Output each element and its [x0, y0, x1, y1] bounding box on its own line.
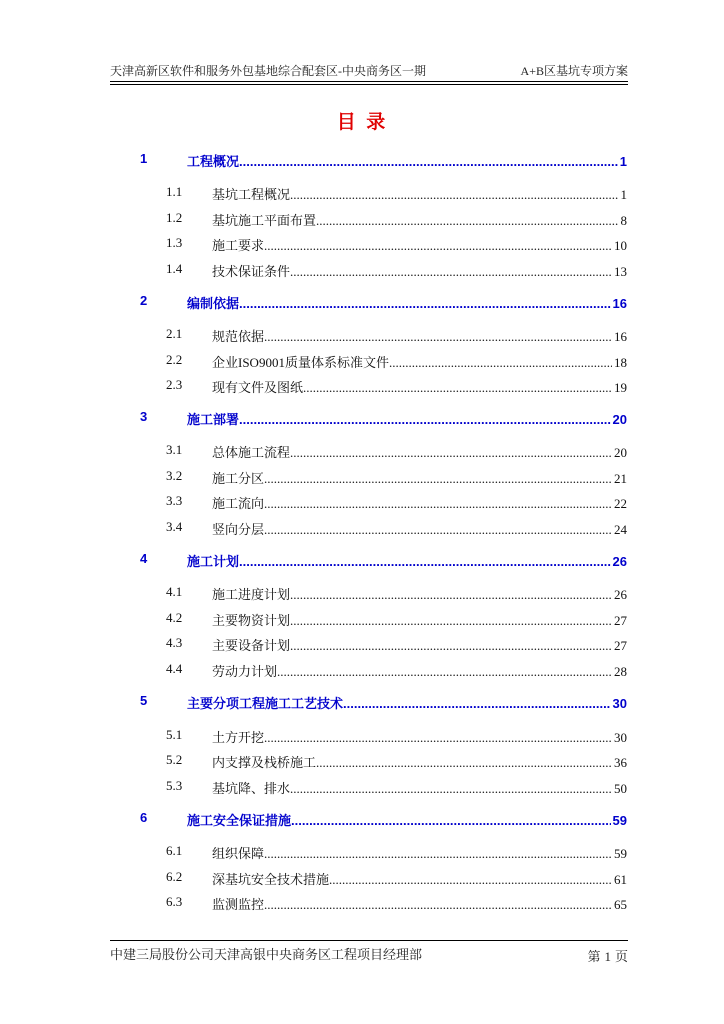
toc-entry-body [212, 261, 627, 280]
toc-entry-title: 土方开挖 [212, 730, 265, 745]
toc-section-entry[interactable] [166, 326, 627, 344]
toc-leader-dots [264, 846, 612, 862]
toc-entry-title: 施工流向 [212, 496, 265, 511]
toc-entry-body [212, 468, 627, 487]
toc-chapter-entry[interactable] [140, 293, 627, 311]
toc-section-entry[interactable] [166, 352, 627, 370]
toc-leader-dots [316, 755, 612, 771]
toc-entry-number: 5.2 [166, 752, 183, 767]
toc-entry-body [187, 810, 627, 829]
toc-entry-body [212, 610, 627, 629]
toc-entry-body [212, 493, 627, 512]
footer-page-label [587, 946, 628, 965]
toc-section-entry[interactable] [166, 377, 627, 395]
footer-page-number: 1 [604, 949, 611, 964]
toc-entry-title: 施工部署 [187, 412, 240, 427]
toc-section-entry[interactable] [166, 493, 627, 511]
toc-entry-page: 27 [614, 613, 627, 628]
toc-entry-body [212, 869, 627, 888]
footer-page-suffix: 页 [614, 949, 628, 964]
toc-entry-number: 5.3 [166, 778, 183, 793]
toc-entry-title: 施工进度计划 [212, 587, 291, 602]
toc-leader-dots [264, 496, 612, 512]
toc-entry-body [212, 326, 627, 345]
toc-leader-dots [290, 638, 612, 654]
toc-section-entry[interactable] [166, 184, 627, 202]
toc-entry-title: 基坑施工平面布置 [212, 213, 317, 228]
toc-entry-number: 4.2 [166, 610, 183, 625]
toc-entry-title: 监测监控 [212, 897, 265, 912]
toc-leader-dots [290, 264, 612, 280]
toc-entry-page: 1 [619, 154, 627, 169]
page-title: 目 录 [336, 111, 388, 133]
toc-entry-body [212, 661, 627, 680]
toc-chapter-entry[interactable] [140, 151, 627, 169]
toc-entry-title: 工程概况 [187, 154, 240, 169]
toc-chapter-entry[interactable] [140, 551, 627, 569]
toc-section-entry[interactable] [166, 210, 627, 228]
toc-entry-page: 28 [614, 664, 627, 679]
toc-leader-dots [290, 613, 612, 629]
toc-leader-dots [329, 872, 612, 888]
toc-leader-dots [290, 445, 612, 461]
toc-entry-number: 1.4 [166, 261, 183, 276]
toc-entry-body [187, 293, 627, 312]
toc-leader-dots [291, 813, 611, 828]
toc-entry-body [212, 727, 627, 746]
toc-leader-dots [303, 380, 612, 396]
toc-section-entry[interactable] [166, 235, 627, 253]
toc-entry-title: 竖向分层 [212, 522, 265, 537]
toc-entry-title: 深基坑安全技术措施 [212, 872, 330, 887]
toc-entry-title: 内支撑及栈桥施工 [212, 755, 317, 770]
toc-entry-title: 基坑降、排水 [212, 781, 291, 796]
toc-leader-dots [290, 587, 612, 603]
toc-entry-page: 16 [612, 296, 627, 311]
toc-entry-number: 3.2 [166, 468, 183, 483]
toc-entry-number: 1.2 [166, 210, 183, 225]
toc-leader-dots [239, 296, 611, 311]
toc-section-entry[interactable] [166, 727, 627, 745]
toc-section-entry[interactable] [166, 519, 627, 537]
toc-entry-page: 59 [612, 813, 627, 828]
toc-entry-number: 6.3 [166, 894, 183, 909]
toc-entry-number: 4.3 [166, 635, 183, 650]
toc-entry-number: 1 [140, 151, 148, 166]
toc-entry-page: 20 [614, 445, 627, 460]
toc-entry-body [187, 693, 627, 712]
toc-entry-title: 基坑工程概况 [212, 187, 291, 202]
toc-entry-body [187, 409, 627, 428]
toc-entry-title: 劳动力计划 [212, 664, 278, 679]
toc-entry-number: 2.1 [166, 326, 183, 341]
toc-leader-dots [264, 471, 612, 487]
toc-entry-title: 施工分区 [212, 471, 265, 486]
toc-entry-number: 3.3 [166, 493, 183, 508]
toc-entry-body [212, 184, 627, 203]
toc-entry-page: 13 [614, 264, 627, 279]
toc-leader-dots [290, 781, 612, 797]
toc-section-entry[interactable] [166, 442, 627, 460]
toc-leader-dots [264, 329, 612, 345]
toc-entry-number: 6.2 [166, 869, 183, 884]
toc-entry-page: 19 [614, 380, 627, 395]
toc-entry-body [212, 352, 627, 371]
toc-entry-number: 6 [140, 810, 148, 825]
toc-entry-page: 30 [614, 730, 627, 745]
toc-entry-body [187, 551, 627, 570]
toc-leader-dots [239, 154, 618, 169]
toc-entry-body [212, 377, 627, 396]
toc-section-entry[interactable] [166, 752, 627, 770]
toc-entry-title: 施工安全保证措施 [187, 813, 292, 828]
toc-entry-body [212, 635, 627, 654]
toc-leader-dots [316, 213, 618, 229]
footer-company: 中建三局股份公司天津高银中央商务区工程项目经理部 [110, 947, 423, 962]
toc-entry-title: 编制依据 [187, 296, 240, 311]
toc-section-entry[interactable] [166, 468, 627, 486]
toc-entry-page: 50 [614, 781, 627, 796]
toc-entry-body [187, 151, 627, 170]
toc-entry-page: 59 [614, 846, 627, 861]
toc-entry-body [212, 894, 627, 913]
toc-entry-page: 16 [614, 329, 627, 344]
toc-entry-page: 1 [620, 187, 627, 202]
toc-entry-title: 施工要求 [212, 238, 265, 253]
toc-section-entry[interactable] [166, 635, 627, 653]
toc-entry-title: 主要设备计划 [212, 638, 291, 653]
toc-entry-page: 22 [614, 496, 627, 511]
toc-entry-number: 3 [140, 409, 148, 424]
toc-entry-number: 4 [140, 551, 148, 566]
toc-entry-page: 27 [614, 638, 627, 653]
toc-entry-page: 20 [612, 412, 627, 427]
toc-entry-number: 5.1 [166, 727, 183, 742]
toc-entry-page: 30 [612, 696, 627, 711]
toc-entry-body [212, 519, 627, 538]
toc-entry-body [212, 442, 627, 461]
page-header [110, 62, 628, 80]
toc-entry-page: 21 [614, 471, 627, 486]
toc-section-entry[interactable] [166, 661, 627, 679]
toc-entry-title: 企业ISO9001质量体系标准文件 [212, 355, 389, 370]
toc-entry-title: 现有文件及图纸 [212, 380, 304, 395]
toc-entry-number: 3.4 [166, 519, 183, 534]
toc-entry-body [212, 778, 627, 797]
header-doc-name: A+B区基坑专项方案 [520, 64, 628, 78]
toc-entry-number: 6.1 [166, 843, 183, 858]
toc-leader-dots [239, 554, 611, 569]
toc-entry-title: 规范依据 [212, 329, 265, 344]
toc-entry-page: 26 [614, 587, 627, 602]
footer-page-prefix: 第 [587, 949, 601, 964]
toc-chapter-entry[interactable] [140, 810, 627, 828]
toc-entry-page: 10 [614, 238, 627, 253]
header-rule [110, 81, 628, 82]
toc-entry-title: 主要分项工程施工工艺技术 [187, 696, 344, 711]
toc-entry-body [212, 210, 627, 229]
toc-chapter-entry[interactable] [140, 693, 627, 711]
toc-entry-page: 8 [620, 213, 627, 228]
toc-entry-number: 2.3 [166, 377, 183, 392]
toc-entry-title: 总体施工流程 [212, 445, 291, 460]
toc-leader-dots [290, 187, 618, 203]
toc-entry-body [212, 235, 627, 254]
toc-entry-page: 36 [614, 755, 627, 770]
toc-entry-body [212, 752, 627, 771]
toc-leader-dots [264, 238, 612, 254]
toc-entry-page: 24 [614, 522, 627, 537]
toc-leader-dots [264, 522, 612, 538]
toc-leader-dots [277, 664, 612, 680]
footer-rule [110, 940, 628, 941]
toc-entry-title: 主要物资计划 [212, 613, 291, 628]
toc-entry-page: 18 [614, 355, 627, 370]
toc-entry-number: 5 [140, 693, 148, 708]
toc-entry-title: 组织保障 [212, 846, 265, 861]
toc-chapter-entry[interactable] [140, 409, 627, 427]
toc-entry-number: 2.2 [166, 352, 183, 367]
toc-leader-dots [343, 696, 611, 711]
toc-section-entry[interactable] [166, 584, 627, 602]
toc-entry-body [212, 584, 627, 603]
toc-entry-title: 技术保证条件 [212, 264, 291, 279]
toc-entry-number: 4.1 [166, 584, 183, 599]
toc-entry-number: 1.3 [166, 235, 183, 250]
toc-entry-number: 2 [140, 293, 148, 308]
toc-leader-dots [264, 730, 612, 746]
toc-entry-page: 61 [614, 872, 627, 887]
toc-entry-number: 4.4 [166, 661, 183, 676]
toc-leader-dots [264, 897, 612, 913]
toc-entry-title: 施工计划 [187, 554, 240, 569]
toc-section-entry[interactable] [166, 894, 627, 912]
toc-entry-page: 26 [612, 554, 627, 569]
toc-section-entry[interactable] [166, 869, 627, 887]
toc-section-entry[interactable] [166, 610, 627, 628]
toc-entry-number: 3.1 [166, 442, 183, 457]
toc-entry-page: 65 [614, 897, 627, 912]
toc-section-entry[interactable] [166, 778, 627, 796]
toc-leader-dots [389, 355, 612, 371]
toc-entry-number: 1.1 [166, 184, 183, 199]
toc-section-entry[interactable] [166, 261, 627, 279]
header-project-name: 天津高新区软件和服务外包基地综合配套区-中央商务区一期 [110, 64, 426, 78]
toc-section-entry[interactable] [166, 843, 627, 861]
toc-leader-dots [239, 412, 611, 427]
toc-entry-body [212, 843, 627, 862]
header-rule-thin [110, 84, 628, 85]
